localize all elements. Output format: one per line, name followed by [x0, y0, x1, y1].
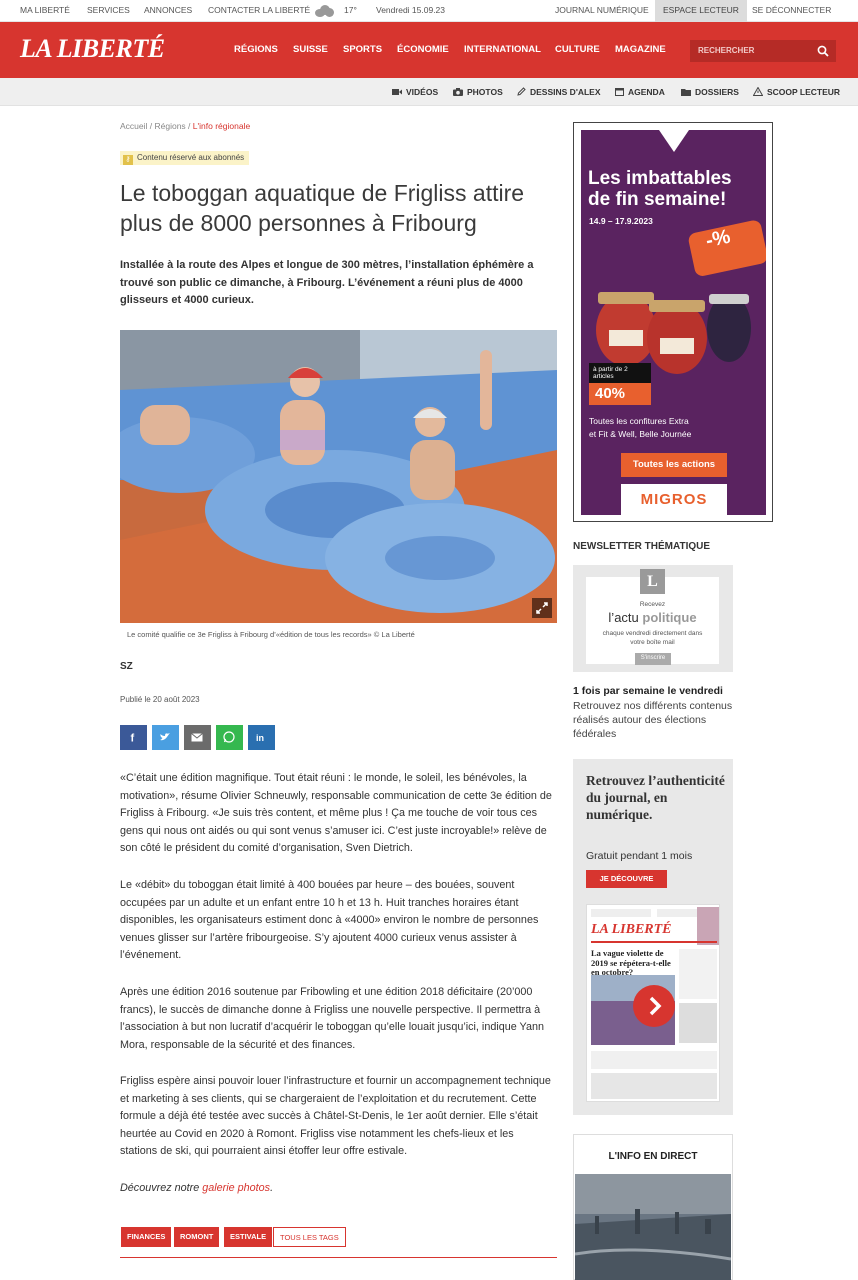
- svg-text:in: in: [256, 733, 264, 743]
- video-icon: [392, 88, 402, 96]
- breadcrumb-accueil[interactable]: Accueil: [120, 121, 148, 131]
- ad-headline: [588, 168, 732, 210]
- ad-percent: -%: [703, 225, 733, 253]
- ad-brand-logo[interactable]: MIGROS: [621, 484, 727, 515]
- newsletter-logo: L: [640, 569, 665, 594]
- newsletter-title-a: l’actu: [608, 610, 643, 625]
- nav-economie[interactable]: ÉCONOMIE: [397, 44, 449, 55]
- divider: [120, 1257, 557, 1258]
- epaper-promo: [573, 759, 733, 1115]
- newsletter-card-inner: [586, 573, 719, 664]
- subnav-dessins[interactable]: [517, 87, 601, 97]
- ad-cta-button[interactable]: Toutes les actions: [621, 453, 727, 477]
- calendar-icon: [615, 87, 624, 96]
- epaper-free-trial: Gratuit pendant 1 mois: [586, 850, 693, 862]
- subscriber-badge: [120, 151, 249, 165]
- ad-dates: 14.9 – 17.9.2023: [589, 216, 653, 226]
- article-lead: Installée à la route des Alpes et longue de 300 mètres, l’installation éphémère a trouvé son public ce dimanche, à Fribourg. L’événement a réuni plus de 4000 glisseurs et 4000 curieux.: [120, 259, 534, 306]
- gallery-paragraph: [120, 1180, 552, 1198]
- live-news-box[interactable]: [573, 1134, 733, 1280]
- share-linkedin-button[interactable]: [248, 725, 275, 750]
- folder-icon: [681, 88, 691, 96]
- subnav-agenda-label: AGENDA: [628, 87, 665, 97]
- current-date: Vendredi 15.09.23: [376, 5, 446, 15]
- linkedin-icon: [255, 731, 267, 743]
- breadcrumb: Accueil / Régions / L'info régionale: [120, 121, 251, 131]
- tag-estivale[interactable]: ESTIVALE: [224, 1227, 272, 1247]
- chevron-right-icon[interactable]: [633, 985, 675, 1027]
- all-tags-button[interactable]: TOUS LES TAGS: [273, 1227, 346, 1247]
- nav-culture[interactable]: CULTURE: [555, 44, 600, 55]
- share-twitter-button[interactable]: [152, 725, 179, 750]
- temperature: 17°: [344, 5, 357, 15]
- tag-finances[interactable]: FINANCES: [121, 1227, 171, 1247]
- article-paragraph: Frigliss espère ainsi pouvoir louer l’infrastructure et fournir un accompagnement technique et marketing à ses clients, qui se chargeraient de l’exploitation et du recrutement. Cette formule a déjà été testée avec succès à Châtel-St-Denis, le 1er août dernier. Elle s’était heurtée au Covid en 2020 à Romont. Frigliss vise notamment les chefs-lieux et les stations de ski, qui pourraient ainsi étoffer leur offre estivale.: [120, 1075, 551, 1157]
- newsletter-subscribe-button[interactable]: S'inscrire: [635, 653, 671, 665]
- ad-promo-big: 40%: [589, 383, 651, 405]
- cloud-icon: [315, 4, 335, 17]
- newsletter-recevez: Recevez: [639, 601, 666, 608]
- ad-headline-line-1: Les imbattables: [588, 168, 732, 189]
- newsletter-heading: NEWSLETTER THÉMATIQUE: [573, 541, 711, 552]
- nav-regions[interactable]: RÉGIONS: [234, 44, 278, 55]
- logout-link[interactable]: SE DÉCONNECTER: [752, 5, 832, 15]
- ad-banner: [581, 130, 766, 515]
- article-author: SZ: [120, 661, 133, 672]
- ad-promo-small: à partir de 2 articles: [589, 363, 651, 383]
- warning-icon: [753, 87, 763, 96]
- newsletter-title: [586, 610, 719, 625]
- article-paragraph: Après une édition 2016 soutenue par Fribowling et une édition 2018 déficitaire (20’000 francs), le succès de dimanche donne à Frigliss une nouvelle perspective. Il permettra à l’association à but non lucratif d’acquérir le toboggan qu’elle louait jusqu’ici, indique Yann Mora, responsable de la sécurité et des finances.: [120, 986, 544, 1051]
- photo-caption: Le comité qualifie ce 3e Frigliss à Fribourg d’«édition de tous les records» © La Liberté: [127, 630, 415, 639]
- advertisement[interactable]: [573, 122, 773, 522]
- nav-suisse[interactable]: SUISSE: [293, 44, 328, 55]
- camera-icon: [453, 88, 463, 96]
- email-icon: [191, 731, 203, 743]
- breadcrumb-info-regionale[interactable]: L'info régionale: [192, 121, 251, 131]
- newspaper-thumbnail[interactable]: [586, 904, 720, 1102]
- gallery-suffix: .: [270, 1182, 274, 1194]
- subnav-photos-label: PHOTOS: [467, 87, 503, 97]
- site-logo[interactable]: LA LIBERTÉ: [20, 34, 165, 63]
- article-title: Le toboggan aquatique de Frigliss attire plus de 8000 personnes à Fribourg: [120, 180, 525, 236]
- ad-text-line-1: Toutes les confitures Extra: [589, 416, 689, 426]
- newsletter-frequency: 1 fois par semaine le vendredi: [573, 685, 723, 697]
- tag-romont[interactable]: ROMONT: [174, 1227, 219, 1247]
- article-photo[interactable]: [120, 330, 557, 623]
- breadcrumb-regions[interactable]: Régions: [154, 121, 186, 131]
- newspaper-masthead: LA LIBERTÉ: [591, 922, 672, 937]
- subnav-dossiers[interactable]: [681, 87, 739, 97]
- subnav-dossiers-label: DOSSIERS: [695, 87, 739, 97]
- subscriber-badge-label: Contenu réservé aux abonnés: [137, 153, 245, 162]
- topbar-link-annonces[interactable]: ANNONCES: [144, 5, 193, 15]
- subnav-videos-label: VIDÉOS: [406, 87, 439, 97]
- epaper-discover-button[interactable]: JE DÉCOUVRE: [586, 870, 667, 888]
- subnav-videos[interactable]: [392, 87, 438, 97]
- live-news-title: L'INFO EN DIRECT: [608, 1151, 698, 1162]
- secondary-nav: [0, 78, 858, 106]
- ad-text-line-2: et Fit & Well, Belle Journée: [589, 428, 692, 439]
- share-email-button[interactable]: [184, 725, 211, 750]
- newspaper-headline: La vague violette de 2019 se répétera-t-elle en octobre?: [591, 948, 671, 977]
- newsletter-description: Retrouvez nos différents contenus réalisés autour des élections fédérales: [573, 700, 733, 740]
- twitter-icon: [159, 731, 171, 743]
- publication-date: Publié le 20 août 2023: [120, 695, 200, 704]
- newsletter-card[interactable]: [573, 565, 733, 672]
- expand-icon[interactable]: [532, 598, 552, 618]
- newsletter-desc: chaque vendredi directement dans votre boîte mail: [602, 630, 703, 646]
- ad-headline-line-2: de fin semaine!: [588, 189, 727, 210]
- subnav-agenda[interactable]: [615, 87, 665, 97]
- subnav-scoop-label: SCOOP LECTEUR: [767, 87, 841, 97]
- subnav-photos[interactable]: [453, 87, 503, 97]
- epaper-title: Retrouvez l’authenticité du journal, en numérique.: [586, 773, 725, 822]
- whatsapp-icon: [223, 731, 235, 743]
- svg-text:f: f: [130, 732, 135, 743]
- top-utility-bar: [0, 0, 858, 22]
- share-facebook-button[interactable]: [120, 725, 147, 750]
- main-header: [0, 22, 858, 78]
- journal-numerique-link[interactable]: JOURNAL NUMÉRIQUE: [555, 5, 649, 15]
- pencil-icon: [517, 87, 526, 96]
- ad-promo: [589, 363, 651, 406]
- gallery-link[interactable]: galerie photos: [202, 1182, 271, 1194]
- article-paragraph: Le «débit» du toboggan était limité à 400 bouées par heure – des bouées, souvent occupées par un adulte et un enfant entre 10 h et 13 h. Huit tranches horaires étant disponibles, les organisateurs estiment donc à «4000» environ le nombre de personnes venues glisser sur l’artère fribourgeoise. S’y ajoutent 4000 curieux venus assister à l’événement.: [120, 879, 539, 961]
- ad-text: [589, 415, 691, 440]
- facebook-icon: [127, 731, 139, 743]
- article-paragraph: «C’était une édition magnifique. Tout était réuni : le monde, le soleil, les bénévoles, la motivation», résume Olivier Schneuwly, responsable communication de cette 3e édition de Frigliss à Fribourg. «Je suis très content, et même plus ! Ça me touche de voir tous ces gens qui nous ont aidés ou qui sont venus s’amuser ici. C’est juste incroyable!» relève de son côté le président du comité d’organisation, Sven Dietrich.: [120, 772, 552, 854]
- topbar-link-ma-liberte[interactable]: MA LIBERTÉ: [20, 5, 70, 15]
- gallery-prefix: Découvrez notre: [120, 1182, 203, 1194]
- share-whatsapp-button[interactable]: [216, 725, 243, 750]
- subnav-dessins-label: DESSINS D'ALEX: [530, 87, 601, 97]
- nav-sports[interactable]: SPORTS: [343, 44, 383, 55]
- topbar-link-services[interactable]: SERVICES: [87, 5, 130, 15]
- newsletter-title-b: politique: [642, 610, 697, 625]
- search-input[interactable]: RECHERCHER: [690, 40, 836, 62]
- nav-magazine[interactable]: MAGAZINE: [615, 44, 666, 55]
- espace-lecteur-link[interactable]: ESPACE LECTEUR: [655, 0, 747, 22]
- topbar-link-contact[interactable]: CONTACTER LA LIBERTÉ: [208, 5, 311, 15]
- water-slide-photo: [120, 330, 557, 623]
- key-icon: ⚷: [123, 155, 133, 165]
- search-icon[interactable]: [817, 45, 829, 57]
- live-news-image[interactable]: [575, 1174, 731, 1280]
- nav-international[interactable]: INTERNATIONAL: [464, 44, 541, 55]
- subnav-scoop[interactable]: [753, 87, 840, 97]
